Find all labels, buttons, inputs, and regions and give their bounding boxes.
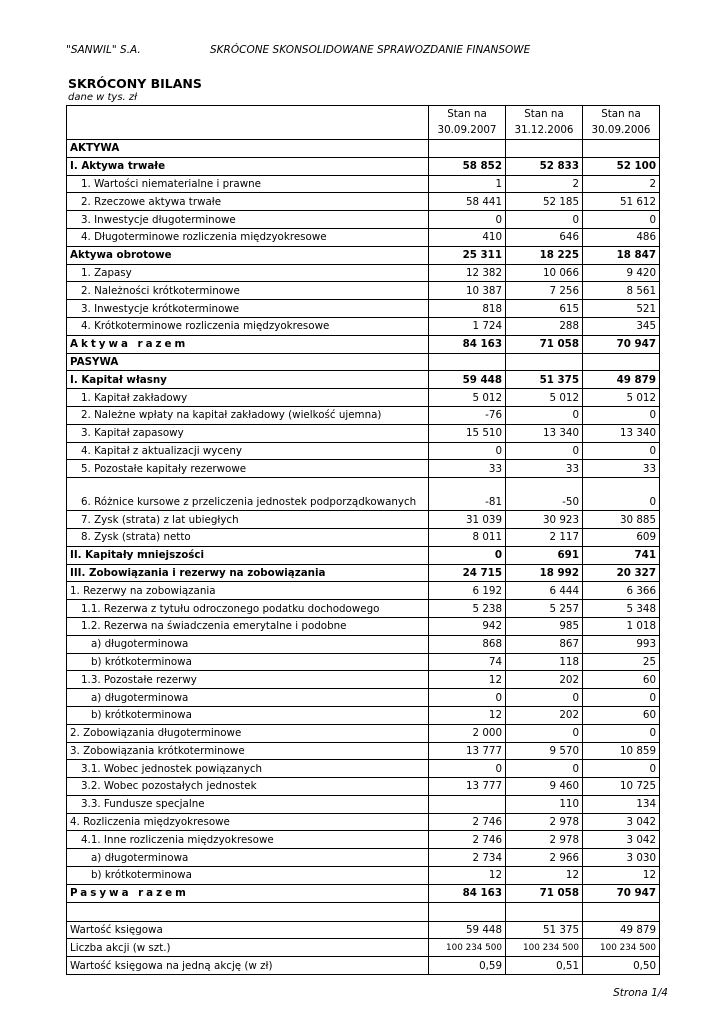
- row-label: Wartość księgowa na jedną akcję (w zł): [67, 957, 429, 975]
- value-cell: 5 348: [583, 600, 660, 618]
- table-row: [67, 264, 660, 282]
- table-row: [67, 460, 660, 478]
- row-label: 3.1. Wobec jednostek powiązanych: [67, 760, 429, 778]
- table-row: [67, 582, 660, 600]
- value-cell: 13 777: [429, 742, 506, 760]
- value-cell: -50: [506, 478, 583, 511]
- row-label: Aktywa obrotowe: [67, 246, 429, 264]
- value-cell: 2: [583, 175, 660, 193]
- table-row: [67, 778, 660, 796]
- value-cell: 100 234 500: [506, 939, 583, 957]
- value-cell: 0: [583, 760, 660, 778]
- row-label: II. Kapitały mniejszości: [67, 546, 429, 564]
- row-label: 4. Krótkoterminowe rozliczenia międzyokresowe: [67, 317, 429, 335]
- value-cell: 60: [583, 706, 660, 724]
- value-cell: 84 163: [429, 884, 506, 902]
- value-cell: 2 734: [429, 849, 506, 867]
- value-cell: 2 978: [506, 813, 583, 831]
- table-row: [67, 389, 660, 407]
- row-label: 2. Rzeczowe aktywa trwałe: [67, 193, 429, 211]
- value-cell: 10 387: [429, 282, 506, 300]
- value-cell: 410: [429, 228, 506, 246]
- row-label: a) długoterminowa: [67, 849, 429, 867]
- table-row: [67, 228, 660, 246]
- value-cell: 3 042: [583, 813, 660, 831]
- value-cell: 985: [506, 617, 583, 635]
- value-cell: [583, 902, 660, 921]
- row-label: a) długoterminowa: [67, 689, 429, 707]
- value-cell: 2 117: [506, 528, 583, 546]
- value-cell: 52 100: [583, 157, 660, 175]
- value-cell: 8 011: [429, 528, 506, 546]
- table-row: [67, 760, 660, 778]
- value-cell: 0: [506, 406, 583, 424]
- value-cell: 10 725: [583, 778, 660, 796]
- table-row: [67, 724, 660, 742]
- value-cell: 71 058: [506, 884, 583, 902]
- value-cell: 288: [506, 317, 583, 335]
- row-label: Wartość księgowa: [67, 921, 429, 939]
- row-label: 1. Wartości niematerialne i prawne: [67, 175, 429, 193]
- table-row: [67, 442, 660, 460]
- value-cell: 31 039: [429, 511, 506, 529]
- row-label: b) krótkoterminowa: [67, 867, 429, 885]
- value-cell: 30 923: [506, 511, 583, 529]
- value-cell: 9 420: [583, 264, 660, 282]
- value-cell: 0,59: [429, 957, 506, 975]
- value-cell: 18 847: [583, 246, 660, 264]
- value-cell: 3 030: [583, 849, 660, 867]
- value-cell: 71 058: [506, 335, 583, 353]
- row-label: III. Zobowiązania i rezerwy na zobowiązania: [67, 564, 429, 582]
- value-cell: 2 966: [506, 849, 583, 867]
- value-cell: 84 163: [429, 335, 506, 353]
- row-label: a) długoterminowa: [67, 635, 429, 653]
- column-header-date: 30.09.2006: [591, 124, 651, 136]
- value-cell: [506, 902, 583, 921]
- row-label: I. Aktywa trwałe: [67, 157, 429, 175]
- value-cell: [506, 140, 583, 158]
- value-cell: 9 460: [506, 778, 583, 796]
- table-row: [67, 671, 660, 689]
- column-header-date: 31.12.2006: [514, 124, 574, 136]
- value-cell: 12 382: [429, 264, 506, 282]
- value-cell: 6 192: [429, 582, 506, 600]
- value-cell: 13 777: [429, 778, 506, 796]
- table-row: [67, 617, 660, 635]
- page-number: Strona 1/4: [613, 987, 668, 999]
- value-cell: 5 012: [506, 389, 583, 407]
- value-cell: 1: [429, 175, 506, 193]
- value-cell: 741: [583, 546, 660, 564]
- table-row: [67, 921, 660, 939]
- table-row: [67, 246, 660, 264]
- value-cell: 25: [583, 653, 660, 671]
- table-row: [67, 528, 660, 546]
- value-cell: 25 311: [429, 246, 506, 264]
- table-row: [67, 742, 660, 760]
- report-title: SKRÓCONE SKONSOLIDOWANE SPRAWOZDANIE FINANSOWE: [210, 44, 531, 56]
- value-cell: 51 375: [506, 921, 583, 939]
- value-cell: 0: [583, 689, 660, 707]
- value-cell: 202: [506, 671, 583, 689]
- row-label: b) krótkoterminowa: [67, 653, 429, 671]
- value-cell: 3 042: [583, 831, 660, 849]
- table-row: [67, 600, 660, 618]
- value-cell: 58 852: [429, 157, 506, 175]
- table-row: [67, 300, 660, 318]
- value-cell: 18 992: [506, 564, 583, 582]
- value-cell: 0: [506, 760, 583, 778]
- value-cell: [429, 140, 506, 158]
- row-label: 4.1. Inne rozliczenia międzyokresowe: [67, 831, 429, 849]
- value-cell: 818: [429, 300, 506, 318]
- value-cell: 0: [506, 442, 583, 460]
- table-row: [67, 831, 660, 849]
- column-header-date: 30.09.2007: [437, 124, 497, 136]
- table-row: [67, 902, 660, 921]
- row-label: [67, 902, 429, 921]
- value-cell: 0: [429, 211, 506, 229]
- value-cell: 0: [429, 442, 506, 460]
- row-label: I. Kapitał własny: [67, 371, 429, 389]
- column-header-line1: Stan na: [524, 108, 564, 120]
- value-cell: 2 978: [506, 831, 583, 849]
- table-row: [67, 884, 660, 902]
- value-cell: 5 238: [429, 600, 506, 618]
- value-cell: -81: [429, 478, 506, 511]
- row-label: 3.3. Fundusze specjalne: [67, 795, 429, 813]
- balance-sheet-table: [66, 105, 660, 975]
- value-cell: 2 746: [429, 813, 506, 831]
- value-cell: 867: [506, 635, 583, 653]
- value-cell: 134: [583, 795, 660, 813]
- table-row: [67, 546, 660, 564]
- value-cell: 345: [583, 317, 660, 335]
- value-cell: 0: [506, 689, 583, 707]
- value-cell: 2 746: [429, 831, 506, 849]
- table-row: [67, 193, 660, 211]
- row-label: 7. Zysk (strata) z lat ubiegłych: [67, 511, 429, 529]
- value-cell: 2 000: [429, 724, 506, 742]
- value-cell: 12: [506, 867, 583, 885]
- value-cell: 52 833: [506, 157, 583, 175]
- row-label: 2. Zobowiązania długoterminowe: [67, 724, 429, 742]
- value-cell: 74: [429, 653, 506, 671]
- value-cell: [583, 140, 660, 158]
- value-cell: 100 234 500: [583, 939, 660, 957]
- value-cell: [429, 795, 506, 813]
- value-cell: 0: [506, 724, 583, 742]
- value-cell: 49 879: [583, 921, 660, 939]
- table-body: [67, 106, 660, 975]
- value-cell: 59 448: [429, 921, 506, 939]
- value-cell: [583, 353, 660, 371]
- row-label: 1.1. Rezerwa z tytułu odroczonego podatku dochodowego: [67, 600, 429, 618]
- value-cell: 24 715: [429, 564, 506, 582]
- row-label: 4. Długoterminowe rozliczenia międzyokresowe: [67, 228, 429, 246]
- table-row: [67, 957, 660, 975]
- value-cell: 0: [506, 211, 583, 229]
- row-label: 2. Należne wpłaty na kapitał zakładowy (wielkość ujemna): [67, 406, 429, 424]
- table-row: [67, 795, 660, 813]
- value-cell: 52 185: [506, 193, 583, 211]
- value-cell: 70 947: [583, 884, 660, 902]
- table-row: [67, 282, 660, 300]
- table-row: [67, 371, 660, 389]
- page-title: SKRÓCONY BILANS: [68, 76, 202, 91]
- value-cell: 0: [429, 760, 506, 778]
- table-row: [67, 849, 660, 867]
- row-label: 3. Inwestycje długoterminowe: [67, 211, 429, 229]
- label-header-cell: [67, 106, 429, 140]
- value-cell: 2: [506, 175, 583, 193]
- row-label: 3. Kapitał zapasowy: [67, 424, 429, 442]
- value-cell: 51 612: [583, 193, 660, 211]
- table-row: [67, 353, 660, 371]
- value-cell: 1 018: [583, 617, 660, 635]
- value-cell: 13 340: [506, 424, 583, 442]
- row-label: Aktywa razem: [67, 335, 429, 353]
- column-header-line1: Stan na: [601, 108, 641, 120]
- row-label: PASYWA: [67, 353, 429, 371]
- value-cell: 9 570: [506, 742, 583, 760]
- table-row: [67, 317, 660, 335]
- table-row: [67, 564, 660, 582]
- value-cell: -76: [429, 406, 506, 424]
- value-cell: 8 561: [583, 282, 660, 300]
- row-label: 3. Inwestycje krótkoterminowe: [67, 300, 429, 318]
- value-cell: 615: [506, 300, 583, 318]
- value-cell: 691: [506, 546, 583, 564]
- row-label: 4. Kapitał z aktualizacji wyceny: [67, 442, 429, 460]
- table-row: [67, 406, 660, 424]
- value-cell: 49 879: [583, 371, 660, 389]
- value-cell: 993: [583, 635, 660, 653]
- table-row: [67, 867, 660, 885]
- value-cell: 51 375: [506, 371, 583, 389]
- value-cell: 868: [429, 635, 506, 653]
- table-row: [67, 335, 660, 353]
- value-cell: 646: [506, 228, 583, 246]
- row-label: 1. Rezerwy na zobowiązania: [67, 582, 429, 600]
- table-row: [67, 140, 660, 158]
- value-cell: 5 012: [429, 389, 506, 407]
- value-cell: 118: [506, 653, 583, 671]
- value-cell: 0,50: [583, 957, 660, 975]
- value-cell: 110: [506, 795, 583, 813]
- value-cell: 5 257: [506, 600, 583, 618]
- row-label: 1. Zapasy: [67, 264, 429, 282]
- row-label: 1.2. Rezerwa na świadczenia emerytalne i podobne: [67, 617, 429, 635]
- value-cell: [506, 353, 583, 371]
- value-cell: 0: [583, 478, 660, 511]
- row-label: AKTYWA: [67, 140, 429, 158]
- table-row: [67, 511, 660, 529]
- table-row: [67, 653, 660, 671]
- value-cell: 12: [429, 867, 506, 885]
- value-cell: 12: [429, 706, 506, 724]
- row-label: 4. Rozliczenia międzyokresowe: [67, 813, 429, 831]
- table-row: [67, 939, 660, 957]
- table-row: [67, 689, 660, 707]
- value-cell: 0: [583, 211, 660, 229]
- value-cell: 12: [429, 671, 506, 689]
- value-cell: 7 256: [506, 282, 583, 300]
- table-row: [67, 706, 660, 724]
- value-cell: 12: [583, 867, 660, 885]
- table-row: [67, 813, 660, 831]
- value-cell: 0: [583, 406, 660, 424]
- table-row: [67, 211, 660, 229]
- value-cell: 33: [506, 460, 583, 478]
- value-cell: 30 885: [583, 511, 660, 529]
- row-label: 1.3. Pozostałe rezerwy: [67, 671, 429, 689]
- value-cell: 6 444: [506, 582, 583, 600]
- row-label: 3. Zobowiązania krótkoterminowe: [67, 742, 429, 760]
- value-cell: 10 066: [506, 264, 583, 282]
- column-header: [583, 106, 660, 140]
- company-name: "SANWIL" S.A.: [66, 44, 141, 56]
- value-cell: 942: [429, 617, 506, 635]
- row-label: 2. Należności krótkoterminowe: [67, 282, 429, 300]
- value-cell: 609: [583, 528, 660, 546]
- table-row: [67, 424, 660, 442]
- value-cell: 202: [506, 706, 583, 724]
- value-cell: 18 225: [506, 246, 583, 264]
- row-label: Liczba akcji (w szt.): [67, 939, 429, 957]
- table-row: [67, 175, 660, 193]
- column-header: [506, 106, 583, 140]
- value-cell: 0: [583, 442, 660, 460]
- value-cell: 20 327: [583, 564, 660, 582]
- column-header-row: [67, 106, 660, 140]
- value-cell: 58 441: [429, 193, 506, 211]
- table-row: [67, 157, 660, 175]
- value-cell: 6 366: [583, 582, 660, 600]
- value-cell: 0,51: [506, 957, 583, 975]
- table-row: [67, 478, 660, 511]
- row-label: 5. Pozostałe kapitały rezerwowe: [67, 460, 429, 478]
- unit-note: dane w tys. zł: [68, 92, 138, 103]
- value-cell: 486: [583, 228, 660, 246]
- value-cell: [429, 353, 506, 371]
- row-label: 8. Zysk (strata) netto: [67, 528, 429, 546]
- value-cell: 1 724: [429, 317, 506, 335]
- value-cell: 15 510: [429, 424, 506, 442]
- value-cell: 10 859: [583, 742, 660, 760]
- value-cell: 0: [429, 689, 506, 707]
- value-cell: 33: [583, 460, 660, 478]
- table-row: [67, 635, 660, 653]
- value-cell: 59 448: [429, 371, 506, 389]
- column-header-line1: Stan na: [447, 108, 487, 120]
- row-label: 3.2. Wobec pozostałych jednostek: [67, 778, 429, 796]
- value-cell: 100 234 500: [429, 939, 506, 957]
- value-cell: 0: [429, 546, 506, 564]
- value-cell: 33: [429, 460, 506, 478]
- value-cell: 70 947: [583, 335, 660, 353]
- value-cell: 13 340: [583, 424, 660, 442]
- column-header: [429, 106, 506, 140]
- row-label: b) krótkoterminowa: [67, 706, 429, 724]
- value-cell: 60: [583, 671, 660, 689]
- value-cell: 5 012: [583, 389, 660, 407]
- row-label: 1. Kapitał zakładowy: [67, 389, 429, 407]
- value-cell: [429, 902, 506, 921]
- value-cell: 0: [583, 724, 660, 742]
- row-label: 6. Różnice kursowe z przeliczenia jednostek podporządkowanych: [67, 478, 429, 511]
- row-label: Pasywa razem: [67, 884, 429, 902]
- value-cell: 521: [583, 300, 660, 318]
